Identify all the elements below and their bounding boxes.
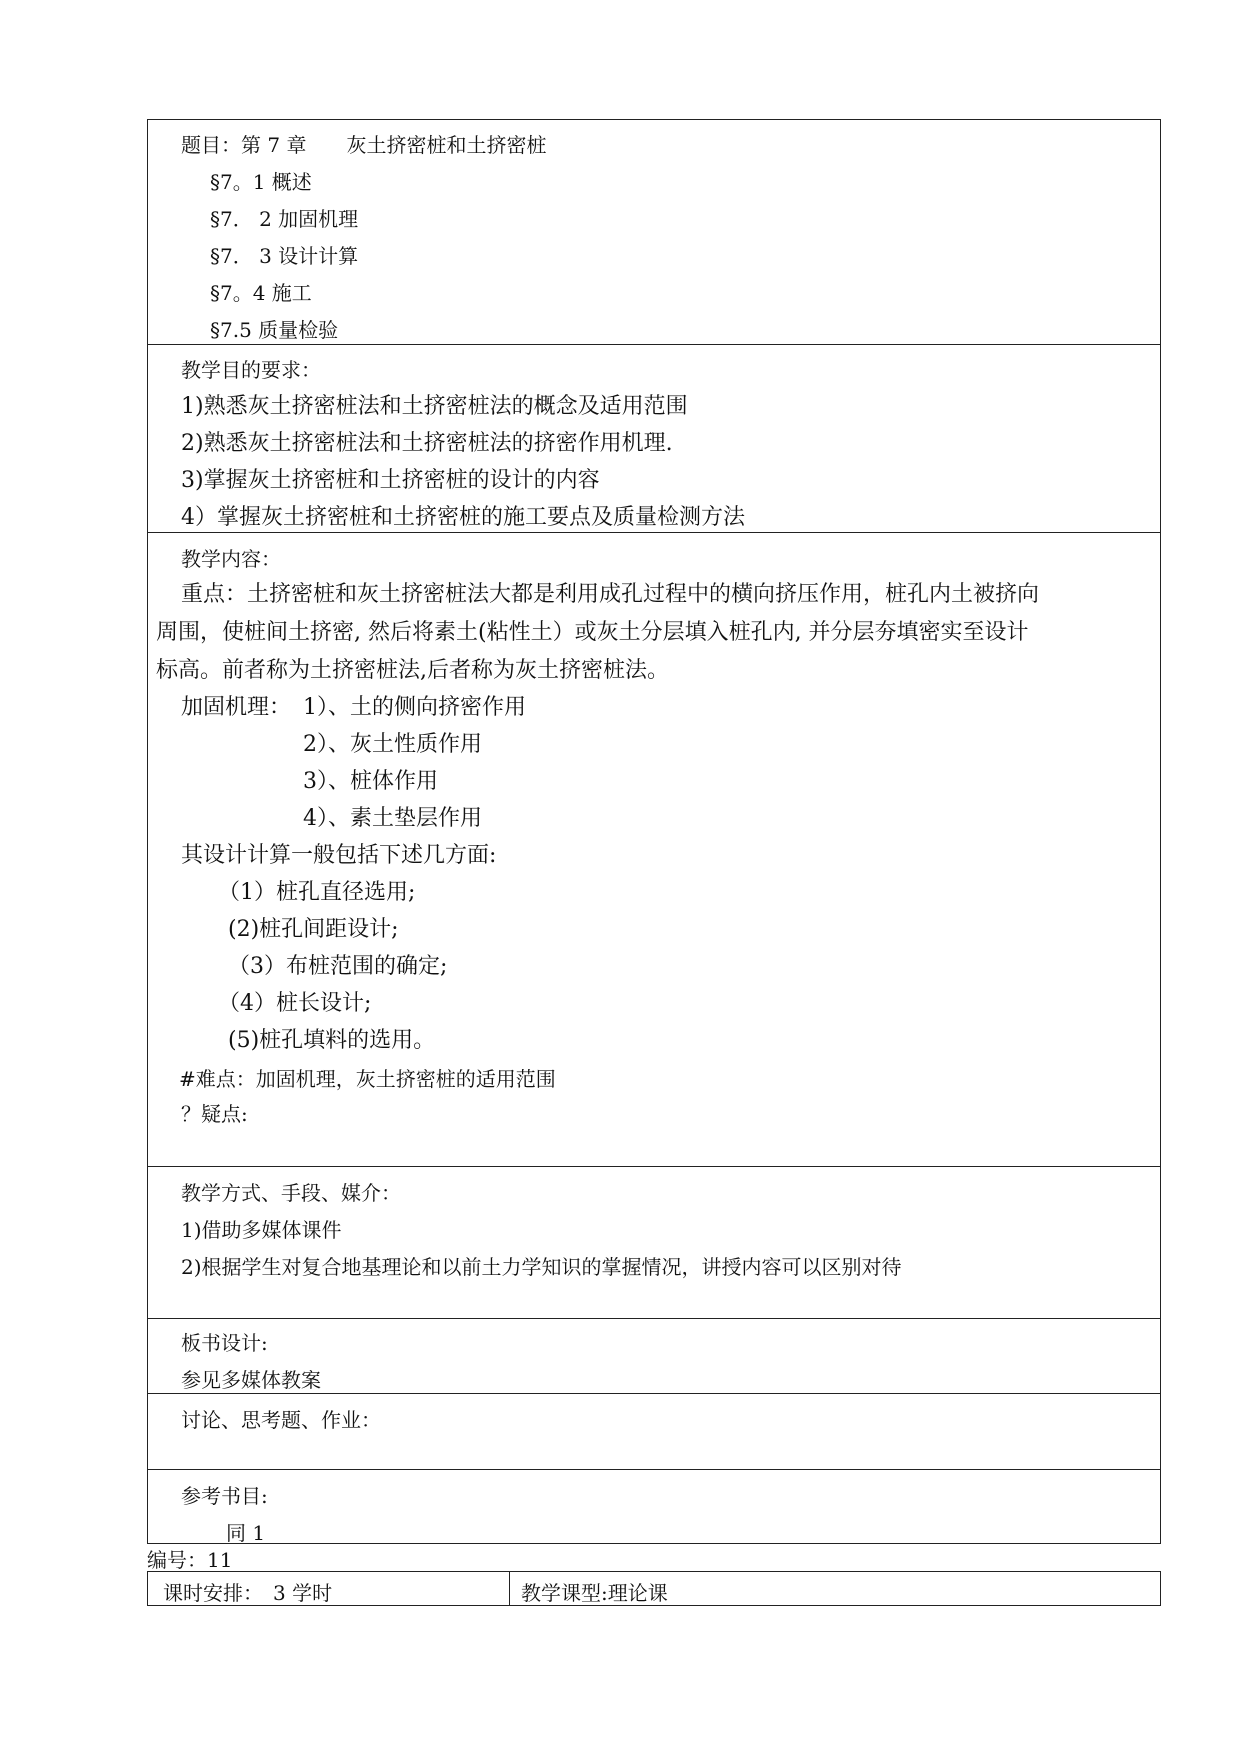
- objectives-heading: 教学目的要求：: [181, 358, 321, 382]
- references-text: 同 1: [226, 1521, 266, 1545]
- mechanism-item: 2）、灰土性质作用: [303, 732, 482, 757]
- class-hours: 课时安排： 3 学时: [163, 1581, 333, 1605]
- design-item: （4）桩长设计;: [218, 991, 372, 1016]
- methods-heading: 教学方式、手段、媒介：: [181, 1181, 401, 1205]
- difficulty-note: #难点：加固机理，灰土挤密桩的适用范围: [179, 1067, 556, 1091]
- content-heading: 教学内容：: [181, 547, 281, 571]
- method-item: 2)根据学生对复合地基理论和以前土力学知识的掌握情况，讲授内容可以区别对待: [181, 1255, 902, 1279]
- lesson-plan-table: [147, 119, 1161, 1544]
- board-design-text: 参见多媒体教案: [181, 1368, 321, 1392]
- methods-row: [148, 1166, 1160, 1318]
- design-item: （3）布桩范围的确定;: [228, 954, 448, 979]
- board-design-row: [148, 1318, 1160, 1393]
- course-type-cell: [510, 1572, 1160, 1605]
- objective-item: 4）掌握灰土挤密桩和土挤密桩的施工要点及质量检测方法: [181, 505, 745, 530]
- board-design-heading: 板书设计:: [181, 1331, 268, 1355]
- chapter-title: 题目：第 7 章 灰土挤密桩和土挤密桩: [181, 133, 547, 157]
- mechanism-label: 加固机理：: [181, 695, 292, 720]
- design-intro: 其设计计算一般包括下述几方面:: [181, 843, 497, 868]
- objective-item: 1)熟悉灰土挤密桩法和土挤密桩法的概念及适用范围: [181, 394, 688, 419]
- section-item: §7． 3 设计计算: [210, 244, 359, 268]
- mechanism-item: 1）、土的侧向挤密作用: [303, 695, 526, 720]
- course-type: 教学课型:理论课: [521, 1581, 668, 1605]
- key-points-line: 周围，使桩间土挤密, 然后将素土(粘性土）或灰土分层填入桩孔内, 并分层夯填密实至设计: [156, 620, 1029, 645]
- design-item: (2)桩孔间距设计;: [228, 917, 399, 942]
- mechanism-item: 4）、素土垫层作用: [303, 806, 482, 831]
- discussion-row: [148, 1393, 1160, 1469]
- section-item: §7。4 施工: [210, 281, 312, 305]
- method-item: 1)借助多媒体课件: [181, 1218, 342, 1242]
- section-item: §7.5 质量检验: [210, 318, 339, 342]
- document-number: 编号：11: [147, 1548, 233, 1572]
- section-item: §7． 2 加固机理: [210, 207, 359, 231]
- design-item: （1）桩孔直径选用;: [218, 880, 416, 905]
- references-row: [148, 1469, 1160, 1543]
- design-item: (5)桩孔填料的选用。: [228, 1028, 436, 1053]
- objective-item: 3)掌握灰土挤密桩和土挤密桩的设计的内容: [181, 468, 600, 493]
- references-heading: 参考书目:: [181, 1484, 268, 1508]
- discussion-heading: 讨论、思考题、作业：: [181, 1408, 381, 1432]
- content-row: [148, 532, 1160, 1166]
- doubt-note: ？疑点:: [181, 1102, 248, 1126]
- key-points-line: 标高。前者称为土挤密桩法,后者称为灰土挤密桩法。: [156, 658, 669, 683]
- schedule-cell: [148, 1572, 510, 1605]
- objective-item: 2)熟悉灰土挤密桩法和土挤密桩法的挤密作用机理.: [181, 431, 673, 456]
- objectives-row: [148, 344, 1160, 532]
- title-row: [148, 120, 1160, 344]
- key-points-line: 重点：土挤密桩和灰土挤密桩法大都是利用成孔过程中的横向挤压作用，桩孔内土被挤向: [181, 582, 1040, 607]
- schedule-table: [147, 1571, 1161, 1606]
- mechanism-item: 3）、桩体作用: [303, 769, 438, 794]
- section-item: §7。1 概述: [210, 170, 312, 194]
